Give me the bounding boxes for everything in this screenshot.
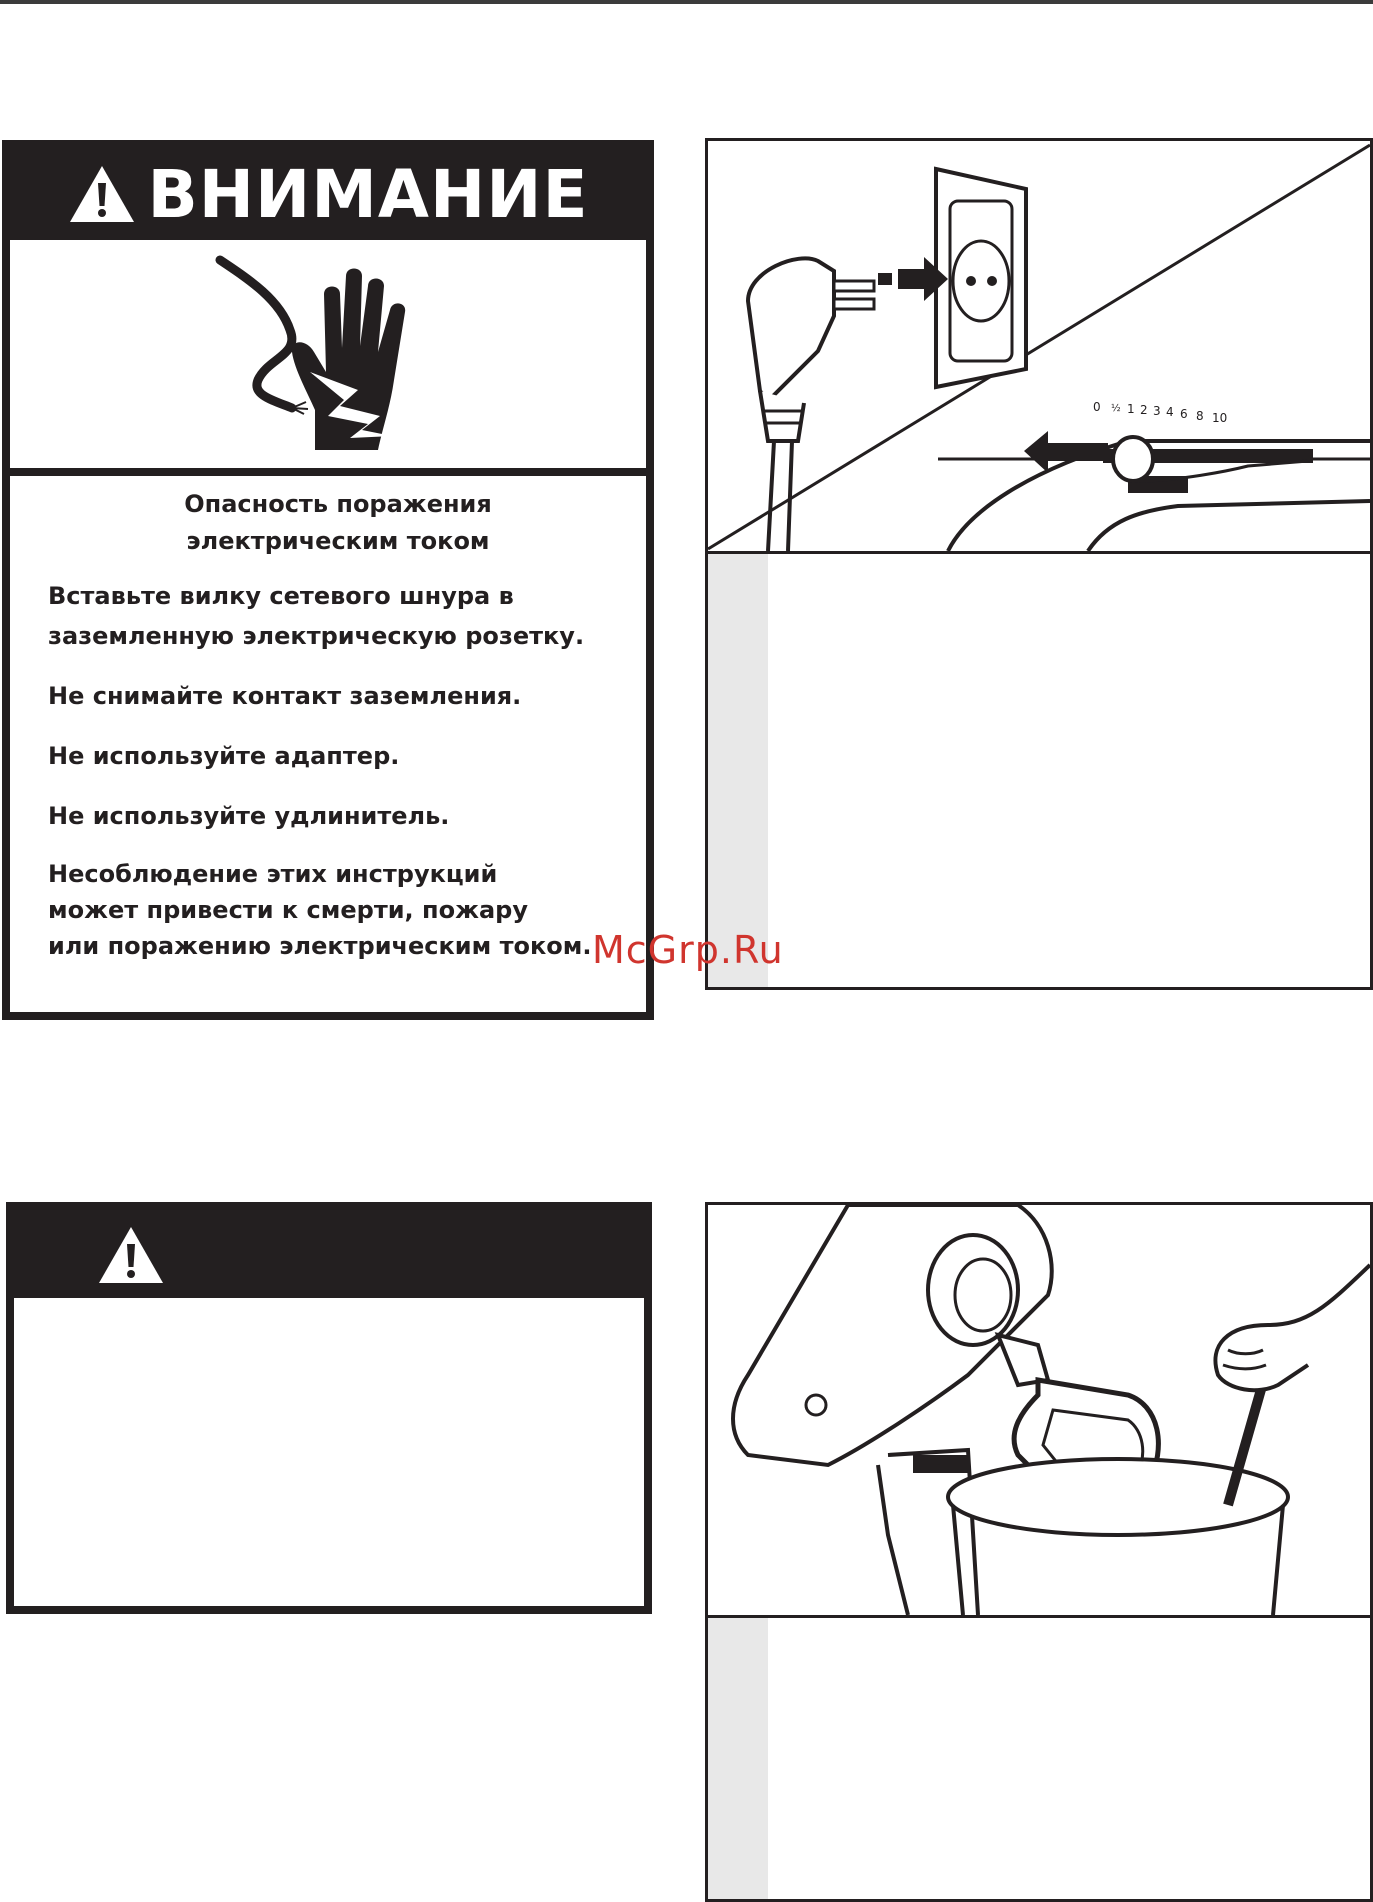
- figure-side-strip: [708, 554, 768, 987]
- figure-mixer-beater: [705, 1202, 1373, 1902]
- instruction-no-extension: Не используйте удлинитель.: [48, 802, 450, 830]
- arrow-left-icon: [1024, 431, 1108, 473]
- hand-icon: [1215, 1265, 1370, 1505]
- figure-side-strip: [708, 1618, 768, 1899]
- electric-shock-hand-icon: [10, 240, 646, 468]
- warning-title: ВНИМАНИЕ: [147, 155, 589, 233]
- instruction-consequence: Несоблюдение этих инструкций может привести к смерти, пожару или поражению электрическим током.: [48, 860, 592, 960]
- plug-outlet-illustration: [708, 141, 1370, 551]
- warning-box-secondary: [6, 1202, 652, 1614]
- speed-label: 6: [1180, 407, 1188, 421]
- speed-label: 4: [1166, 405, 1174, 419]
- figure-illustration: [708, 1205, 1370, 1618]
- speed-control-panel: [938, 400, 1370, 551]
- speed-label: 1: [1127, 402, 1135, 416]
- watermark: McGrp.Ru: [592, 928, 784, 972]
- power-plug-icon: [748, 258, 874, 551]
- warning-triangle-icon: [96, 1224, 166, 1286]
- instruction-no-adapter: Не используйте адаптер.: [48, 742, 400, 770]
- hazard-title: Опасность поражения электрическим током: [184, 490, 492, 555]
- figure-plug-and-speed: [705, 138, 1373, 990]
- warning-box-electric-shock: [2, 140, 654, 1020]
- instruction-ground-prong: Не снимайте контакт заземления.: [48, 682, 522, 710]
- speed-label: 2: [1140, 403, 1148, 417]
- mixer-beater-illustration: [708, 1205, 1370, 1615]
- instruction-grounded-outlet: Вставьте вилку сетевого шнура в заземленную электрическую розетку.: [48, 582, 585, 650]
- figure-illustration: [708, 141, 1370, 554]
- speed-label: 0: [1093, 400, 1101, 414]
- wall-outlet-icon: [936, 169, 1026, 387]
- speed-label: ½: [1111, 403, 1121, 414]
- warning-header: [10, 148, 646, 240]
- mixer-head-icon: [733, 1205, 1052, 1615]
- speed-label: 8: [1196, 409, 1204, 423]
- speed-label: 3: [1153, 404, 1161, 418]
- warning-pictogram: [10, 240, 646, 476]
- warning-text: [48, 486, 628, 984]
- speed-label: 10: [1212, 411, 1228, 425]
- warning-triangle-icon: [67, 163, 137, 225]
- warning-header: [14, 1210, 644, 1298]
- top-rule: [0, 0, 1373, 4]
